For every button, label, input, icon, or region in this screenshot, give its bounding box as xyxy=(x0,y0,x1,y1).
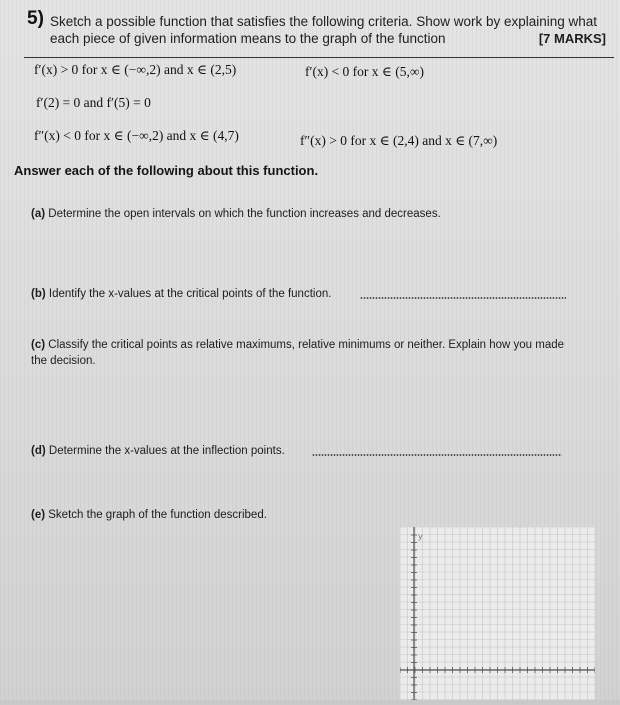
part-c-label: (c) xyxy=(31,339,46,351)
title-divider xyxy=(24,57,614,58)
part-d-text: Determine the x-values at the inflection points. xyxy=(48,445,285,457)
part-b-answer-line[interactable] xyxy=(360,297,566,299)
part-b-label: (b) xyxy=(31,288,46,300)
part-d-label: (d) xyxy=(31,445,46,457)
part-d xyxy=(31,443,285,459)
part-b xyxy=(31,286,331,302)
marks-label: [7 MARKS] xyxy=(538,31,606,46)
part-e-label: (e) xyxy=(31,509,46,521)
criterion-f-double-prime-negative: f″(x) < 0 for x ∈ (−∞,2) and x ∈ (4,7) xyxy=(34,128,239,143)
sketch-grid[interactable] xyxy=(400,527,595,700)
part-e xyxy=(31,507,267,523)
criterion-critical-values: f′(2) = 0 and f′(5) = 0 xyxy=(36,95,151,110)
question-number: 5) xyxy=(27,8,44,29)
criterion-f-prime-positive: f′(x) > 0 for x ∈ (−∞,2) and x ∈ (2,5) xyxy=(34,62,237,77)
part-a-label: (a) xyxy=(31,208,46,220)
question-title: Sketch a possible function that satisfies the following criteria. Show work by explaining what each piece of given information means to the graph of the function xyxy=(50,14,598,46)
part-b-text: Identify the x-values at the critical points of the function. xyxy=(48,288,332,300)
part-e-text: Sketch the graph of the function described. xyxy=(48,509,267,521)
part-a-text: Determine the open intervals on which the function increases and decreases. xyxy=(48,208,441,220)
part-d-answer-line[interactable] xyxy=(312,454,562,456)
part-c xyxy=(31,337,576,369)
y-axis-label: y xyxy=(418,532,423,541)
answer-prompt: Answer each of the following about this function. xyxy=(14,163,319,178)
sketch-grid-svg[interactable] xyxy=(400,527,595,700)
part-a xyxy=(31,206,441,222)
criterion-f-prime-negative: f′(x) < 0 for x ∈ (5,∞) xyxy=(305,64,425,79)
grid-lines xyxy=(400,527,595,700)
criterion-f-double-prime-positive: f″(x) > 0 for x ∈ (2,4) and x ∈ (7,∞) xyxy=(300,133,498,148)
part-c-text: Classify the critical points as relative maximums, relative minimums or neither. Explain how you made the decision. xyxy=(31,339,565,367)
